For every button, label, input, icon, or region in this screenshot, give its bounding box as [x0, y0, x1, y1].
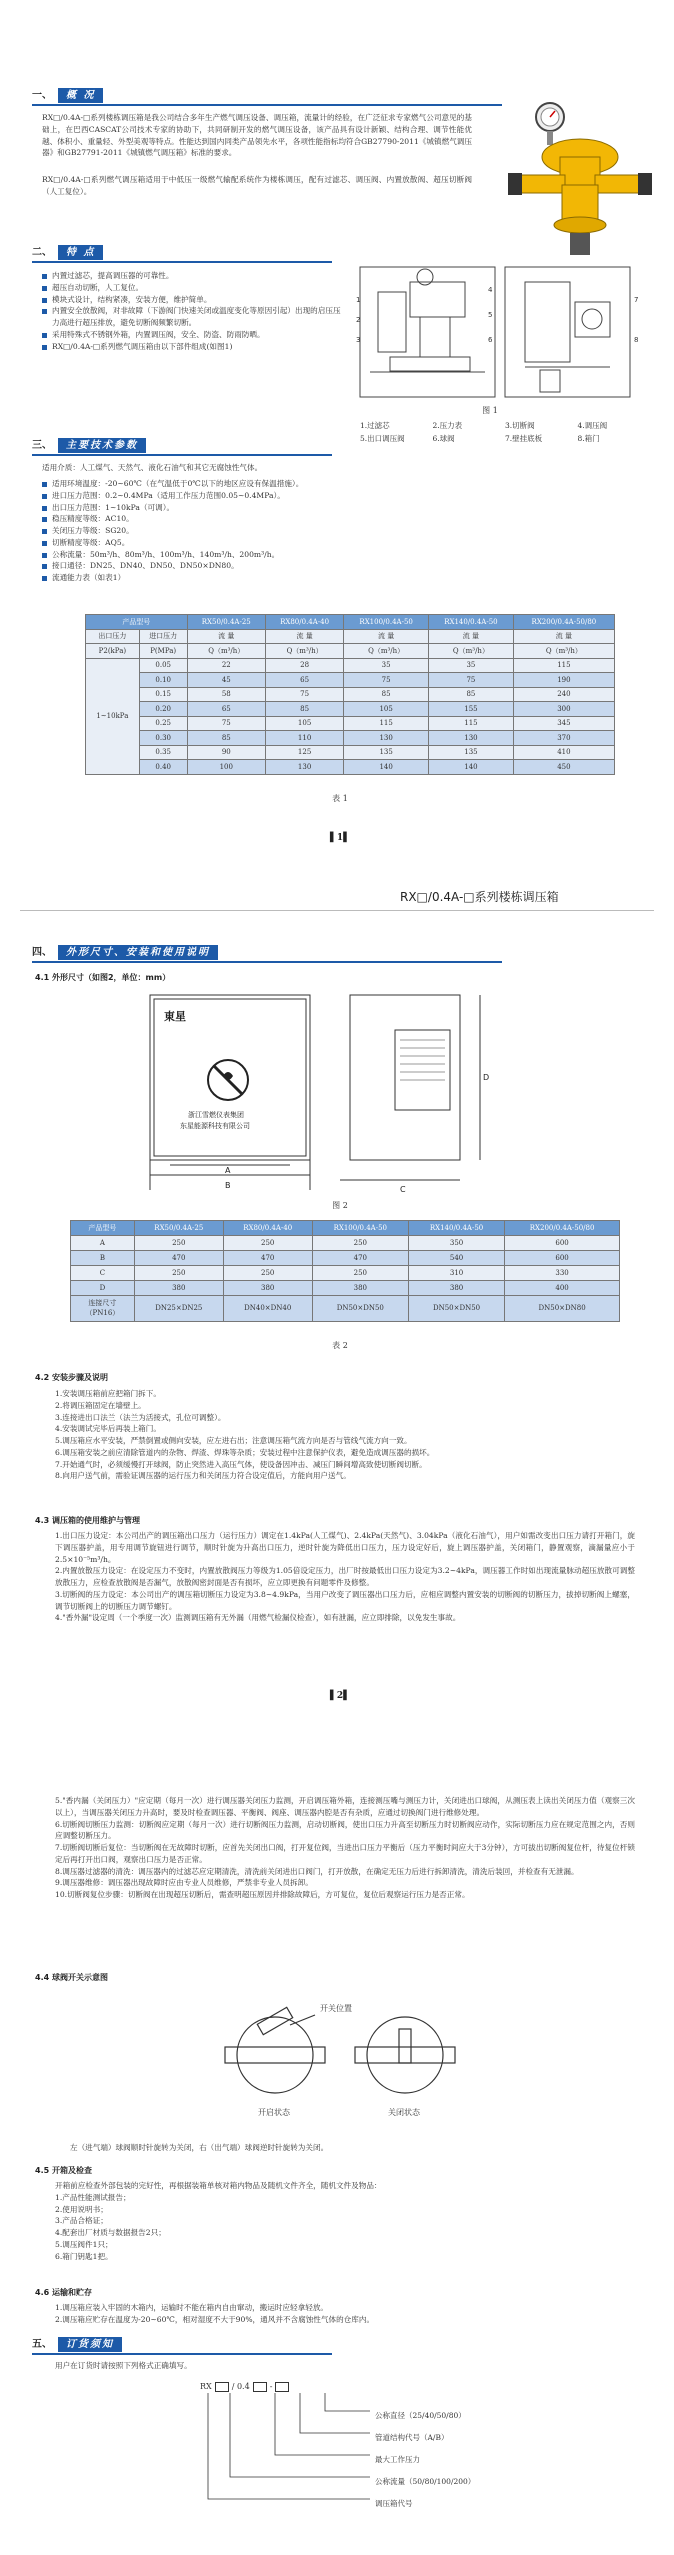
ball-valve-note: 左（进气端）球阀顺时针旋转为关闭，右（出气端）球阀逆时针旋转为关闭。 — [70, 2143, 329, 2152]
table-header: RX200/0.4A-50/80 — [505, 1221, 620, 1236]
ball-valve-heading: 4.4 球阀开关示意图 — [35, 1973, 108, 1982]
storage-item: 1.调压箱应装入牢固的木箱内，运输时不能在箱内自由窜动，搬运时应轻拿轻放。 — [55, 2303, 329, 2312]
table-row — [86, 716, 615, 731]
install-step: 7.开始通气时，必须缓慢打开球阀，防止突然进入高压气体，使设备因冲击、减压门瞬间增高致使切断阀切断。 — [55, 1459, 427, 1469]
storage-item: 2.调压箱应贮存在温度为-20~60℃，相对湿度不大于90%，通风并不含腐蚀性气体的仓库内。 — [55, 2314, 375, 2324]
unpack-item: 3.产品合格证； — [55, 2216, 108, 2226]
table-cell: 250 — [223, 1266, 312, 1281]
code-box-diameter — [275, 2382, 289, 2392]
table-cell: 28 — [265, 658, 343, 673]
table-2-caption: 表 2 — [332, 1341, 348, 1350]
table-cell: 135 — [429, 745, 514, 760]
code-prefix: RX — [200, 2382, 212, 2391]
table-cell: 135 — [344, 745, 429, 760]
section-3-title: 主要技术参数 — [58, 438, 146, 453]
table-cell: 240 — [513, 687, 614, 702]
code-label: 调压箱代号 — [375, 2499, 413, 2508]
spec-item: 进口压力范围：0.2~0.4MPa（适用工作压力范围0.05~0.4MPa）。 — [42, 490, 602, 502]
table-row — [71, 1281, 620, 1296]
table-header-cell: 出口压力 — [86, 629, 140, 644]
table-cell: 330 — [505, 1266, 620, 1281]
table-cell: 90 — [187, 745, 265, 760]
ball-valve-diagram — [220, 1985, 480, 2125]
table-cell: 75 — [429, 673, 514, 688]
table-cell: 400 — [505, 1281, 620, 1296]
section-4-title: 外形尺寸、安装和使用说明 — [58, 945, 218, 960]
section-2-number: 二、 — [32, 246, 52, 258]
table-row — [86, 731, 615, 746]
maintenance-item: 10.切断阀复位步骤：切断阀在出现超压切断后，需查明超压原因并排除故障后，方可复位，复位后观察运行压力是否正常。 — [55, 1890, 470, 1900]
spec-item: 稳压精度等级：AC10。 — [42, 513, 602, 525]
table-cell: 410 — [513, 745, 614, 760]
legend-item: 3.切断阀 — [505, 421, 535, 430]
table-row — [86, 745, 615, 760]
table-header: RX140/0.4A-50 — [408, 1221, 504, 1236]
table-cell: DN50×DN80 — [505, 1296, 620, 1322]
table-header: RX80/0.4A-40 — [265, 615, 343, 630]
svg-text:2: 2 — [356, 316, 361, 324]
table-cell: 110 — [265, 731, 343, 746]
specs-list — [42, 478, 602, 584]
table-cell: DN40×DN40 — [223, 1296, 312, 1322]
table-cell: 130 — [429, 731, 514, 746]
label-closed-state: 关闭状态 — [388, 2108, 420, 2117]
table-row — [86, 658, 615, 673]
table-cell: 58 — [187, 687, 265, 702]
flow-capacity-table — [85, 614, 615, 775]
table-cell: 380 — [134, 1281, 223, 1296]
spec-item: 流通能力表（如表1） — [42, 572, 602, 584]
section-3-rule — [32, 454, 332, 456]
table-header-cell: 流 量 — [513, 629, 614, 644]
order-code — [200, 2381, 289, 2393]
table-cell: 115 — [344, 716, 429, 731]
table-cell: 140 — [344, 760, 429, 775]
unpack-item: 6.箱门钥匙1把。 — [55, 2251, 113, 2261]
table-cell: 100 — [187, 760, 265, 775]
section-2-title: 特 点 — [58, 245, 103, 260]
dim-a: A — [225, 1166, 231, 1175]
figure-2-drawing — [140, 990, 520, 1200]
table-header-cell: P(MPa) — [139, 644, 187, 659]
table-cell: B — [71, 1251, 135, 1266]
table-cell: 300 — [513, 702, 614, 717]
table-cell: 75 — [187, 716, 265, 731]
table-cell: 470 — [134, 1251, 223, 1266]
feature-item: RX□/0.4A-□系列燃气调压箱由以下部件组成(如图1) — [42, 341, 342, 353]
legend-item: 8.箱门 — [577, 434, 600, 444]
table-cell: 470 — [223, 1251, 312, 1266]
maintenance-item: 8.调压器过滤器的清洗：调压器内的过滤芯应定期清洗，清洗前关闭进出口阀门，打开放散，在确定无压力后进行拆卸清洗，清洗后装回，并检查有无泄漏。 — [55, 1866, 579, 1876]
svg-text:4: 4 — [488, 286, 493, 294]
svg-text:8: 8 — [634, 336, 639, 344]
table-cell: 250 — [134, 1266, 223, 1281]
table-cell: 190 — [513, 673, 614, 688]
figure-1-caption: 图 1 — [482, 406, 498, 415]
table-header-cell: 进口压力 — [139, 629, 187, 644]
storage-text — [55, 2302, 635, 2326]
table-cell: 65 — [265, 673, 343, 688]
section-3-number: 三、 — [32, 439, 52, 451]
table-cell: 0.35 — [139, 745, 187, 760]
table-row — [86, 702, 615, 717]
table-cell: 250 — [312, 1236, 408, 1251]
table-header: RX100/0.4A-50 — [344, 615, 429, 630]
section-4-heading — [32, 944, 218, 960]
svg-text:5: 5 — [488, 311, 493, 319]
label-switch-position: 开关位置 — [320, 2004, 352, 2013]
maintenance-item: 5."香内漏（关闭压力）"应定期（每月一次）进行调压器关闭压力监测，开启调压箱外箱，连接测压嘴与测压力计，关闭进出口球阀，从测压表上读出关闭压力值（观察三次以上），当调压器关闭压力升高时，要及时检查调压器、平衡阀、阀座、调压器内腔是否有杂质，应通过切换阀门进行维修处理。 — [55, 1796, 635, 1817]
table-cell — [71, 1296, 135, 1322]
table-cell: 35 — [429, 658, 514, 673]
table-cell: 0.30 — [139, 731, 187, 746]
table-cell: 85 — [265, 702, 343, 717]
table-header: RX50/0.4A-25 — [187, 615, 265, 630]
section-4-rule — [32, 961, 502, 963]
table-cell: 345 — [513, 716, 614, 731]
section-1-heading — [32, 87, 103, 103]
unpack-item: 4.配套出厂材质与数据报告2只； — [55, 2228, 166, 2238]
install-step: 2.将调压箱固定在墙壁上。 — [55, 1400, 146, 1410]
cabinet-company-1: 浙江雪燃仪表集团 — [188, 1111, 244, 1119]
section-5-rule — [32, 2353, 332, 2355]
svg-text:3: 3 — [356, 336, 361, 344]
table-cell: 250 — [223, 1236, 312, 1251]
dimensions-heading: 4.1 外形尺寸（如图2，单位：mm） — [35, 973, 171, 982]
overview-paragraph-1: RX□/0.4A-□系列楼栋调压箱是我公司结合多年生产燃气调压设备、调压箱，流量计的经验，在广泛征求专家燃气公司意见的基础上，在巴西CASCAT公司技术专家的协助下，共同研制开发的燃气调压设备，该产品具有设计新颖、结构合理、调节性能优越、体积小、重量轻、外型美观等特点。性能达到国内同类产品领先水平，各项性能指标均符合GB27790-2011《城镇燃气调压器》和GB27791-2011《城镇燃气调压箱》标准的要求。 — [42, 113, 472, 158]
section-5-title: 订货须知 — [58, 2337, 122, 2352]
table-cell: 600 — [505, 1251, 620, 1266]
table-header: RX200/0.4A-50/80 — [513, 615, 614, 630]
code-mid: / 0.4 — [231, 2382, 250, 2391]
table-cell: 0.20 — [139, 702, 187, 717]
install-step: 5.调压箱应水平安装，严禁倒置或侧向安装，应左进右出；注意调压箱气流方向是否与管线气流方向一致。 — [55, 1436, 412, 1446]
feature-item: 采用特殊式不锈钢外箱，内置调压阀，安全、防盗、防雨防晒。 — [42, 329, 342, 341]
table-header: RX140/0.4A-50 — [429, 615, 514, 630]
table-header: RX100/0.4A-50 — [312, 1221, 408, 1236]
table-row — [71, 1236, 620, 1251]
svg-text:7: 7 — [634, 296, 639, 304]
page-divider — [20, 910, 654, 911]
dim-d: D — [483, 1073, 490, 1082]
table-row — [86, 673, 615, 688]
conn-label-pn: （PN16） — [85, 1308, 120, 1317]
table-header-cell: Q（m³/h） — [429, 644, 514, 659]
table-header-cell: Q（m³/h） — [187, 644, 265, 659]
table-cell: 380 — [312, 1281, 408, 1296]
table-cell: 155 — [429, 702, 514, 717]
maintenance-item: 2.内置放散压力设定：在设定压力不变时，内置放散阀压力等级为1.05倍设定压力，出厂时按最低出口压力设定为3.2~4kPa，调压器工作时如出现流量脉动超压放散可调整放散压力，应检查放散阀是否漏气，放散阀密封面是否有损坏，应立即更换有问题零件及修整。 — [55, 1566, 635, 1588]
conn-label: 连接尺寸 — [88, 1299, 117, 1308]
install-step: 1.安装调压箱前应把箱门拆下。 — [55, 1389, 161, 1398]
media-intro: 适用介质：人工煤气、天然气、液化石油气和其它无腐蚀性气体。 — [42, 463, 263, 472]
section-5-heading — [32, 2336, 122, 2352]
table-cell: 250 — [134, 1236, 223, 1251]
table-header-cell: 流 量 — [265, 629, 343, 644]
install-step: 3.连接进出口法兰（法兰为活接式，孔位可调整）。 — [55, 1412, 226, 1422]
order-intro: 用户在订货时请按照下列格式正确填写。 — [55, 2361, 192, 2370]
table-cell: 1~10kPa — [86, 658, 140, 774]
unpack-intro: 开箱前应检查外部包装的完好性，再根据装箱单核对箱内物品及随机文件齐全，随机文件及物品： — [55, 2181, 382, 2190]
maintenance-text — [55, 1530, 635, 1624]
table-row — [86, 687, 615, 702]
legend-item: 6.球阀 — [432, 434, 455, 444]
table-cell: 600 — [505, 1236, 620, 1251]
table-cell: 75 — [265, 687, 343, 702]
table-cell: 85 — [344, 687, 429, 702]
svg-text:1: 1 — [356, 296, 361, 304]
maintenance-item: 6.切断阀切断压力监测：切断阀应定期（每月一次）进行切断阀压力监测，启动切断阀，使出口压力升高至切断压力时切断阀应动作，实际切断压力应在规定范围之内，否则应调整切断压力。 — [55, 1819, 635, 1841]
section-1-rule — [32, 104, 502, 106]
overview-paragraph-2: RX□/0.4A-□系列燃气调压箱适用于中低压一级燃气输配系统作为楼栋调压，配有过滤芯、调压阀、内置放散阀、超压切断阀（人工复位）。 — [42, 175, 472, 196]
maintenance-item: 9.调压器维修：调压器出现故障时应由专业人员维修，严禁非专业人员拆卸。 — [55, 1878, 313, 1888]
install-step: 4.安装调试完毕后再装上箱门。 — [55, 1424, 161, 1434]
features-list — [42, 270, 342, 352]
table-header: 产品型号 — [71, 1221, 135, 1236]
unpack-item: 5.调压阀件1只； — [55, 2239, 113, 2249]
table-cell: 140 — [429, 760, 514, 775]
order-code-labels — [375, 2405, 475, 2515]
table-cell: 470 — [312, 1251, 408, 1266]
spec-item: 出口压力范围：1~10kPa（可调）。 — [42, 502, 602, 514]
table-cell: 105 — [344, 702, 429, 717]
maintenance-continued — [55, 1795, 635, 1901]
product-photo — [500, 95, 660, 260]
table-cell: 0.10 — [139, 673, 187, 688]
figure-2-caption: 图 2 — [332, 1201, 348, 1210]
table-cell: 75 — [344, 673, 429, 688]
code-box-flow — [215, 2382, 229, 2392]
maintenance-item: 4."香外漏"设定周（一个季度一次）监测调压箱有无外漏（用燃气检漏仪检查），如有泄漏，应立即排除，以免发生事故。 — [55, 1613, 461, 1623]
figure-1-drawing — [350, 262, 640, 402]
table-cell: DN25×DN25 — [134, 1296, 223, 1322]
table-header-cell: Q（m³/h） — [265, 644, 343, 659]
legend-item: 5.出口调压阀 — [360, 434, 405, 444]
table-header: RX80/0.4A-40 — [223, 1221, 312, 1236]
spec-item: 适用环境温度：-20~60℃（在气温低于0℃以下的地区应设有保温措施）。 — [42, 478, 602, 490]
table-cell: 350 — [408, 1236, 504, 1251]
table-cell: 130 — [265, 760, 343, 775]
maintenance-heading: 4.3 调压箱的使用维护与管理 — [35, 1516, 140, 1525]
unpack-text — [55, 2180, 635, 2262]
table-cell: 22 — [187, 658, 265, 673]
page-number: ▌1▌ — [330, 833, 351, 843]
table-cell: 85 — [429, 687, 514, 702]
figure-1-legend — [360, 420, 650, 445]
table-cell: 250 — [312, 1266, 408, 1281]
table-cell: 85 — [187, 731, 265, 746]
table-cell: 65 — [187, 702, 265, 717]
table-cell: C — [71, 1266, 135, 1281]
maintenance-item: 1.出口压力设定：本公司出产的调压箱出口压力（运行压力）调定在1.4kPa(人工煤气)、2.4kPa(天然气)、3.04kPa（液化石油气），用户如需改变出口压力请打开箱门，旋下调压器护盖，用专用调节旋钮进行调节，顺时针旋为升高出口压力，逆时针旋为降低出口压力，压力设定好后，旋上调压器护盖，关闭箱门，静置观察，滴漏量应小于2.5×10⁻⁵m³/h。 — [55, 1531, 635, 1564]
label-open-state: 开启状态 — [258, 2108, 290, 2117]
dimensions-table — [70, 1220, 620, 1322]
table-header: 产品型号 — [86, 615, 188, 630]
feature-item: 模块式设计，结构紧凑，安装方便，维护简单。 — [42, 294, 342, 306]
code-label: 管道结构代号（A/B） — [375, 2433, 449, 2442]
table-header-cell: Q（m³/h） — [513, 644, 614, 659]
feature-item: 内置安全放散阀，对非故障（下游阀门快速关闭或温度变化等原因引起）出现的启压压力高进行超压排放，避免切断阀频繁切断。 — [42, 305, 342, 329]
table-header: RX50/0.4A-25 — [134, 1221, 223, 1236]
table-header-cell: Q（m³/h） — [344, 644, 429, 659]
spec-item: 关闭压力等级：SG20。 — [42, 525, 602, 537]
cabinet-brand: 東星 — [164, 1010, 186, 1023]
table-cell: 0.40 — [139, 760, 187, 775]
section-1-title: 概 况 — [58, 88, 103, 103]
table-cell: DN50×DN50 — [312, 1296, 408, 1322]
table-cell: A — [71, 1236, 135, 1251]
section-5-number: 五、 — [32, 2338, 52, 2350]
code-dash: - — [269, 2382, 273, 2391]
table-cell: 115 — [513, 658, 614, 673]
install-step: 6.调压箱安装之前应清除管道内的杂物、焊渣、焊珠等杂质；安装过程中注意保护仪表，避免造成调压器的损坏。 — [55, 1447, 435, 1457]
unpack-item: 2.使用说明书； — [55, 2204, 108, 2214]
maintenance-item: 3.切断阀的压力设定：本公司出产的调压箱切断压力设定为3.8~4.9kPa，当用户改变了调压器出口压力后，应相应调整内置安装的切断阀的切断压力，拔掉切断阀上螺塞，调节切断阀上的切断压力调节螺钉。 — [55, 1589, 635, 1611]
section-2-heading — [32, 244, 103, 260]
table-cell: 0.25 — [139, 716, 187, 731]
install-steps — [55, 1388, 635, 1482]
table-cell: DN50×DN50 — [408, 1296, 504, 1322]
feature-item: 内置过滤芯，提高调压器的可靠性。 — [42, 270, 342, 282]
section-3-heading — [32, 437, 146, 453]
table-header-cell: P2(kPa) — [86, 644, 140, 659]
table-header-cell: 流 量 — [187, 629, 265, 644]
page-number-value: 1 — [336, 833, 344, 843]
table-cell: 450 — [513, 760, 614, 775]
table-cell: 115 — [429, 716, 514, 731]
table-cell: 0.15 — [139, 687, 187, 702]
table-cell: 45 — [187, 673, 265, 688]
maintenance-item: 7.切断阀切断后复位：当切断阀在无故障时切断，应首先关闭出口阀，打开复位阀，当进出口压力平衡后（压力平衡时间应大于3分钟），方可拔出切断阀复位杆，待复位杆锁定后再打开出口阀，观察出口压力是否正常。 — [55, 1843, 635, 1864]
dim-b: B — [225, 1181, 231, 1190]
feature-item: 超压自动切断，人工复位。 — [42, 282, 342, 294]
code-label: 最大工作压力 — [375, 2455, 420, 2464]
cabinet-company-2: 东星能源科技有限公司 — [180, 1122, 250, 1130]
table-cell: 370 — [513, 731, 614, 746]
page-number-value: 2 — [336, 1691, 344, 1701]
table-cell: 0.05 — [139, 658, 187, 673]
dim-c: C — [400, 1185, 406, 1194]
legend-item: 1.过滤芯 — [360, 421, 390, 430]
table-row — [71, 1251, 620, 1266]
table-cell: 310 — [408, 1266, 504, 1281]
table-header-cell: 流 量 — [344, 629, 429, 644]
table-cell: 35 — [344, 658, 429, 673]
table-cell: 105 — [265, 716, 343, 731]
page-title: RX□/0.4A-□系列楼栋调压箱 — [400, 890, 559, 904]
legend-item: 7.壁挂底板 — [505, 434, 543, 444]
table-row — [71, 1266, 620, 1281]
spec-item: 接口通径：DN25、DN40、DN50、DN50×DN80。 — [42, 560, 602, 572]
table-cell: 540 — [408, 1251, 504, 1266]
spec-item: 公称流量：50m³/h、80m³/h、100m³/h、140m³/h、200m³/h。 — [42, 549, 602, 561]
table-cell: D — [71, 1281, 135, 1296]
svg-text:6: 6 — [488, 336, 493, 344]
install-heading: 4.2 安装步骤及说明 — [35, 1373, 108, 1382]
legend-item: 2.压力表 — [432, 421, 463, 430]
page-number: ▌2▌ — [330, 1691, 351, 1701]
unpack-item: 1.产品性能测试报告； — [55, 2192, 131, 2202]
legend-item: 4.调压阀 — [577, 421, 608, 430]
order-code-leaders — [200, 2393, 370, 2528]
table-cell: 380 — [223, 1281, 312, 1296]
table-1-caption: 表 1 — [332, 794, 348, 803]
section-2-rule — [32, 261, 332, 263]
table-cell: 130 — [344, 731, 429, 746]
table-header-cell: 流 量 — [429, 629, 514, 644]
install-step: 8.向用户送气前，需验证调压器的运行压力和关闭压力符合设定值后，方能向用户送气。 — [55, 1471, 351, 1481]
table-cell: 380 — [408, 1281, 504, 1296]
code-label: 公称直径（25/40/50/80） — [375, 2411, 466, 2420]
table-cell: 125 — [265, 745, 343, 760]
unpack-heading: 4.5 开箱及检查 — [35, 2166, 92, 2175]
code-box-structure — [253, 2382, 267, 2392]
storage-heading: 4.6 运输和贮存 — [35, 2288, 92, 2297]
code-label: 公称流量（50/80/100/200） — [375, 2477, 476, 2486]
section-4-number: 四、 — [32, 946, 52, 958]
spec-item: 切断精度等级：AQ5。 — [42, 537, 602, 549]
section-1-number: 一、 — [32, 89, 52, 101]
table-row — [86, 760, 615, 775]
